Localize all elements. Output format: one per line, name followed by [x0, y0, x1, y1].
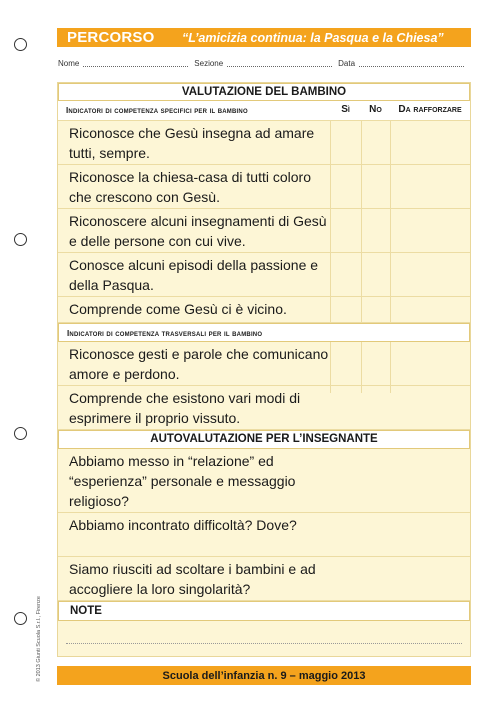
evaluation-section-header: [58, 83, 470, 101]
transversal-item-1: Riconosce gesti e parole che comunicano amore e perdono.: [69, 346, 329, 382]
specific-item-2: Riconosce la chiesa-casa di tutti coloro che crescono con Gesù.: [69, 169, 312, 205]
name-label: Nome: [58, 59, 80, 68]
copyright-notice: © 2013 Giunti Scuola S.r.l., Firenze: [36, 596, 42, 682]
evaluation-form: [57, 82, 471, 657]
binder-hole-1: [14, 38, 27, 51]
section-field[interactable]: [227, 59, 332, 67]
list-item: [58, 297, 470, 323]
notes-line[interactable]: [66, 643, 462, 644]
self-evaluation-item-3: Siamo riusciti ad scoltare i bambini e ad accogliere la loro singolarità?: [69, 561, 316, 597]
self-evaluation-item-2: Abbiamo incontrato difficoltà? Dove?: [69, 517, 297, 533]
list-item: [58, 209, 470, 253]
notes-header-row: [58, 601, 470, 621]
date-field[interactable]: [359, 59, 464, 67]
transversal-indicators-label: Indicatori di competenza trasversali per il bambino: [67, 329, 263, 338]
specific-indicators-label: Indicatori di competenza specifici per il bambino: [66, 106, 248, 115]
header-title: “L’amicizia continua: la Pasqua e la Chiesa”: [182, 30, 444, 45]
self-evaluation-item-1: Abbiamo messo in “relazione” ed “esperienza” personale e messaggio religioso?: [69, 453, 296, 509]
list-item: [58, 121, 470, 165]
col-no-label: No: [369, 104, 382, 115]
section-label: Sezione: [194, 59, 224, 68]
column-header-row: [58, 101, 470, 121]
evaluation-title: VALUTAZIONE DEL BAMBINO: [181, 86, 347, 98]
transversal-header-row: [58, 323, 470, 342]
list-item: [58, 342, 470, 386]
specific-item-5: Comprende come Gesù ci è vicino.: [69, 301, 287, 317]
header-band: [57, 28, 471, 47]
footer-text: Scuola dell’infanzia n. 9 – maggio 2013: [162, 669, 366, 682]
self-evaluation-header-row: [58, 430, 470, 449]
list-item: [58, 386, 470, 430]
list-item: [58, 253, 470, 297]
transversal-item-2: Comprende che esistono vari modi di esprimere il proprio vissuto.: [69, 390, 301, 426]
binder-hole-3: [14, 427, 27, 440]
list-item: [58, 557, 470, 601]
binder-hole-2: [14, 233, 27, 246]
binder-hole-4: [14, 612, 27, 625]
date-label: Data: [338, 59, 356, 68]
name-field[interactable]: [83, 59, 188, 67]
specific-item-3: Riconoscere alcuni insegnamenti di Gesù e delle persone con cui vive.: [69, 213, 327, 249]
list-item: [58, 513, 470, 557]
list-item: [58, 165, 470, 209]
footer-band: [57, 666, 471, 685]
col-yes-label: Sì: [341, 104, 350, 115]
fields-line: [58, 59, 470, 69]
specific-item-4: Conosce alcuni episodi della passione e della Pasqua.: [69, 257, 319, 293]
col-improve-label: Da rafforzare: [398, 104, 462, 115]
notes-title: NOTE: [70, 605, 102, 617]
self-evaluation-title: AUTOVALUTAZIONE PER L’INSEGNANTE: [150, 433, 378, 445]
list-item: [58, 449, 470, 513]
specific-item-1: Riconosce che Gesù insegna ad amare tutti, sempre.: [69, 125, 315, 161]
header-label: PERCORSO: [67, 29, 155, 46]
